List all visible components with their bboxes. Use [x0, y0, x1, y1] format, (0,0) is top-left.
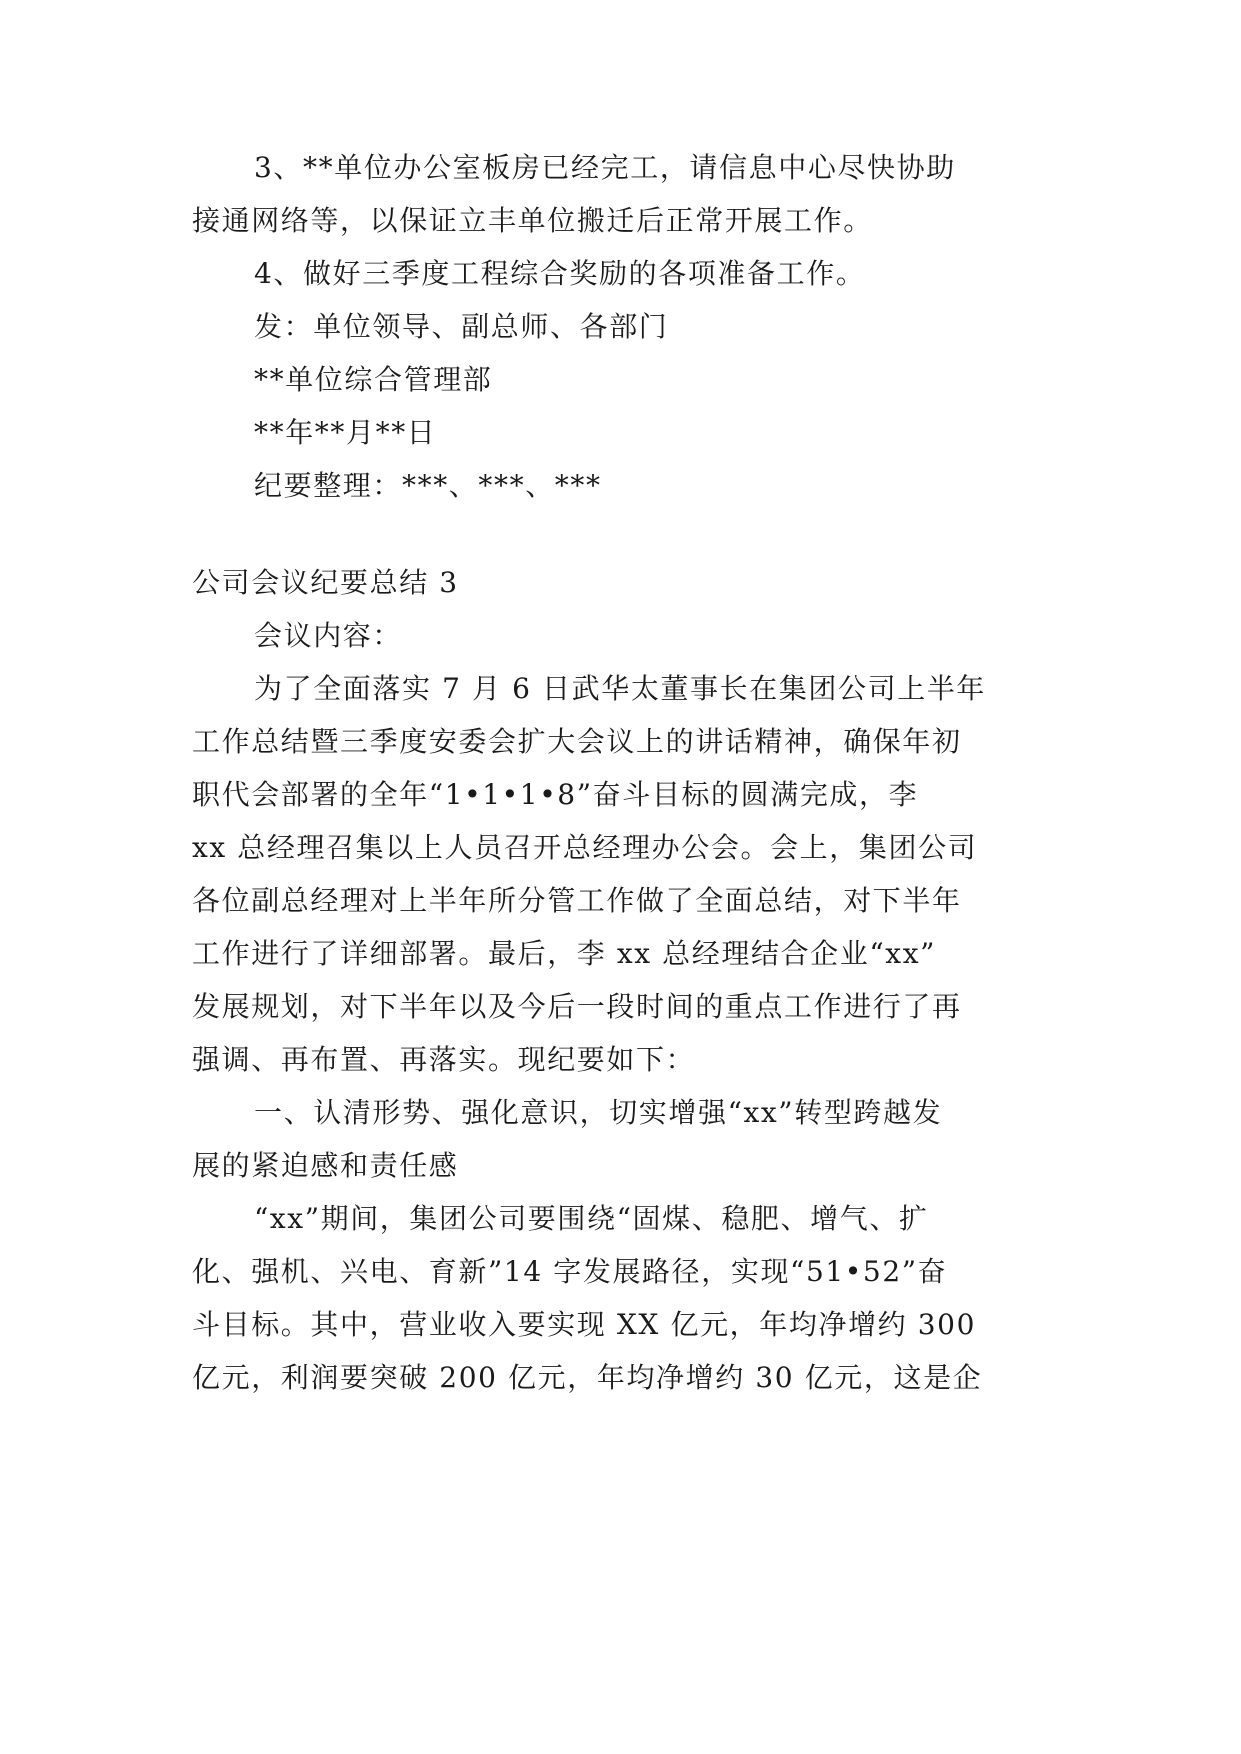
paragraph-1-line: 发展规划，对下半年以及今后一段时间的重点工作进行了再 — [192, 990, 962, 1023]
paragraph-2-line: 亿元，利润要突破 200 亿元，年均净增约 30 亿元，这是企 — [192, 1361, 983, 1394]
item-3-line-1: 3、**单位办公室板房已经完工，请信息中心尽快协助 — [254, 151, 956, 184]
item-4: 4、做好三季度工程综合奖励的各项准备工作。 — [254, 257, 866, 290]
heading-1-line: 展的紧迫感和责任感 — [192, 1149, 459, 1182]
paragraph-1-line: 各位副总经理对上半年所分管工作做了全面总结，对下半年 — [192, 884, 962, 917]
section-title: 公司会议纪要总结 3 — [192, 566, 459, 599]
paragraph-2-line: 斗目标。其中，营业收入要实现 XX 亿元，年均净增约 300 — [192, 1308, 977, 1341]
paragraph-1-line: 强调、再布置、再落实。现纪要如下： — [192, 1043, 696, 1076]
issuer-line: **单位综合管理部 — [254, 363, 493, 396]
content-label: 会议内容： — [254, 619, 403, 652]
item-3-line-2: 接通网络等，以保证立丰单位搬迁后正常开展工作。 — [192, 204, 873, 237]
paragraph-2-line: “xx”期间，集团公司要围绕“固煤、稳肥、增气、扩 — [254, 1202, 929, 1235]
paragraph-1-line: 为了全面落实 7 月 6 日武华太董事长在集团公司上半年 — [254, 672, 987, 705]
paragraph-2-line: 化、强机、兴电、育新”14 字发展路径，实现“51•52”奋 — [192, 1255, 948, 1288]
heading-1-line: 一、认清形势、强化意识，切实增强“xx”转型跨越发 — [254, 1096, 943, 1129]
date-line: **年**月**日 — [254, 416, 437, 449]
paragraph-1-line: 职代会部署的全年“1•1•1•8”奋斗目标的圆满完成，李 — [192, 778, 919, 811]
paragraph-1-line: 工作总结暨三季度安委会扩大会议上的讲话精神，确保年初 — [192, 725, 962, 758]
paragraph-1-line: xx 总经理召集以上人员召开总经理办公会。会上，集团公司 — [192, 831, 978, 864]
distribution-line: 发：单位领导、副总师、各部门 — [254, 310, 669, 343]
paragraph-1-line: 工作进行了详细部署。最后，李 xx 总经理结合企业“xx” — [192, 937, 936, 970]
recorder-line: 纪要整理：***、***、*** — [254, 469, 602, 502]
